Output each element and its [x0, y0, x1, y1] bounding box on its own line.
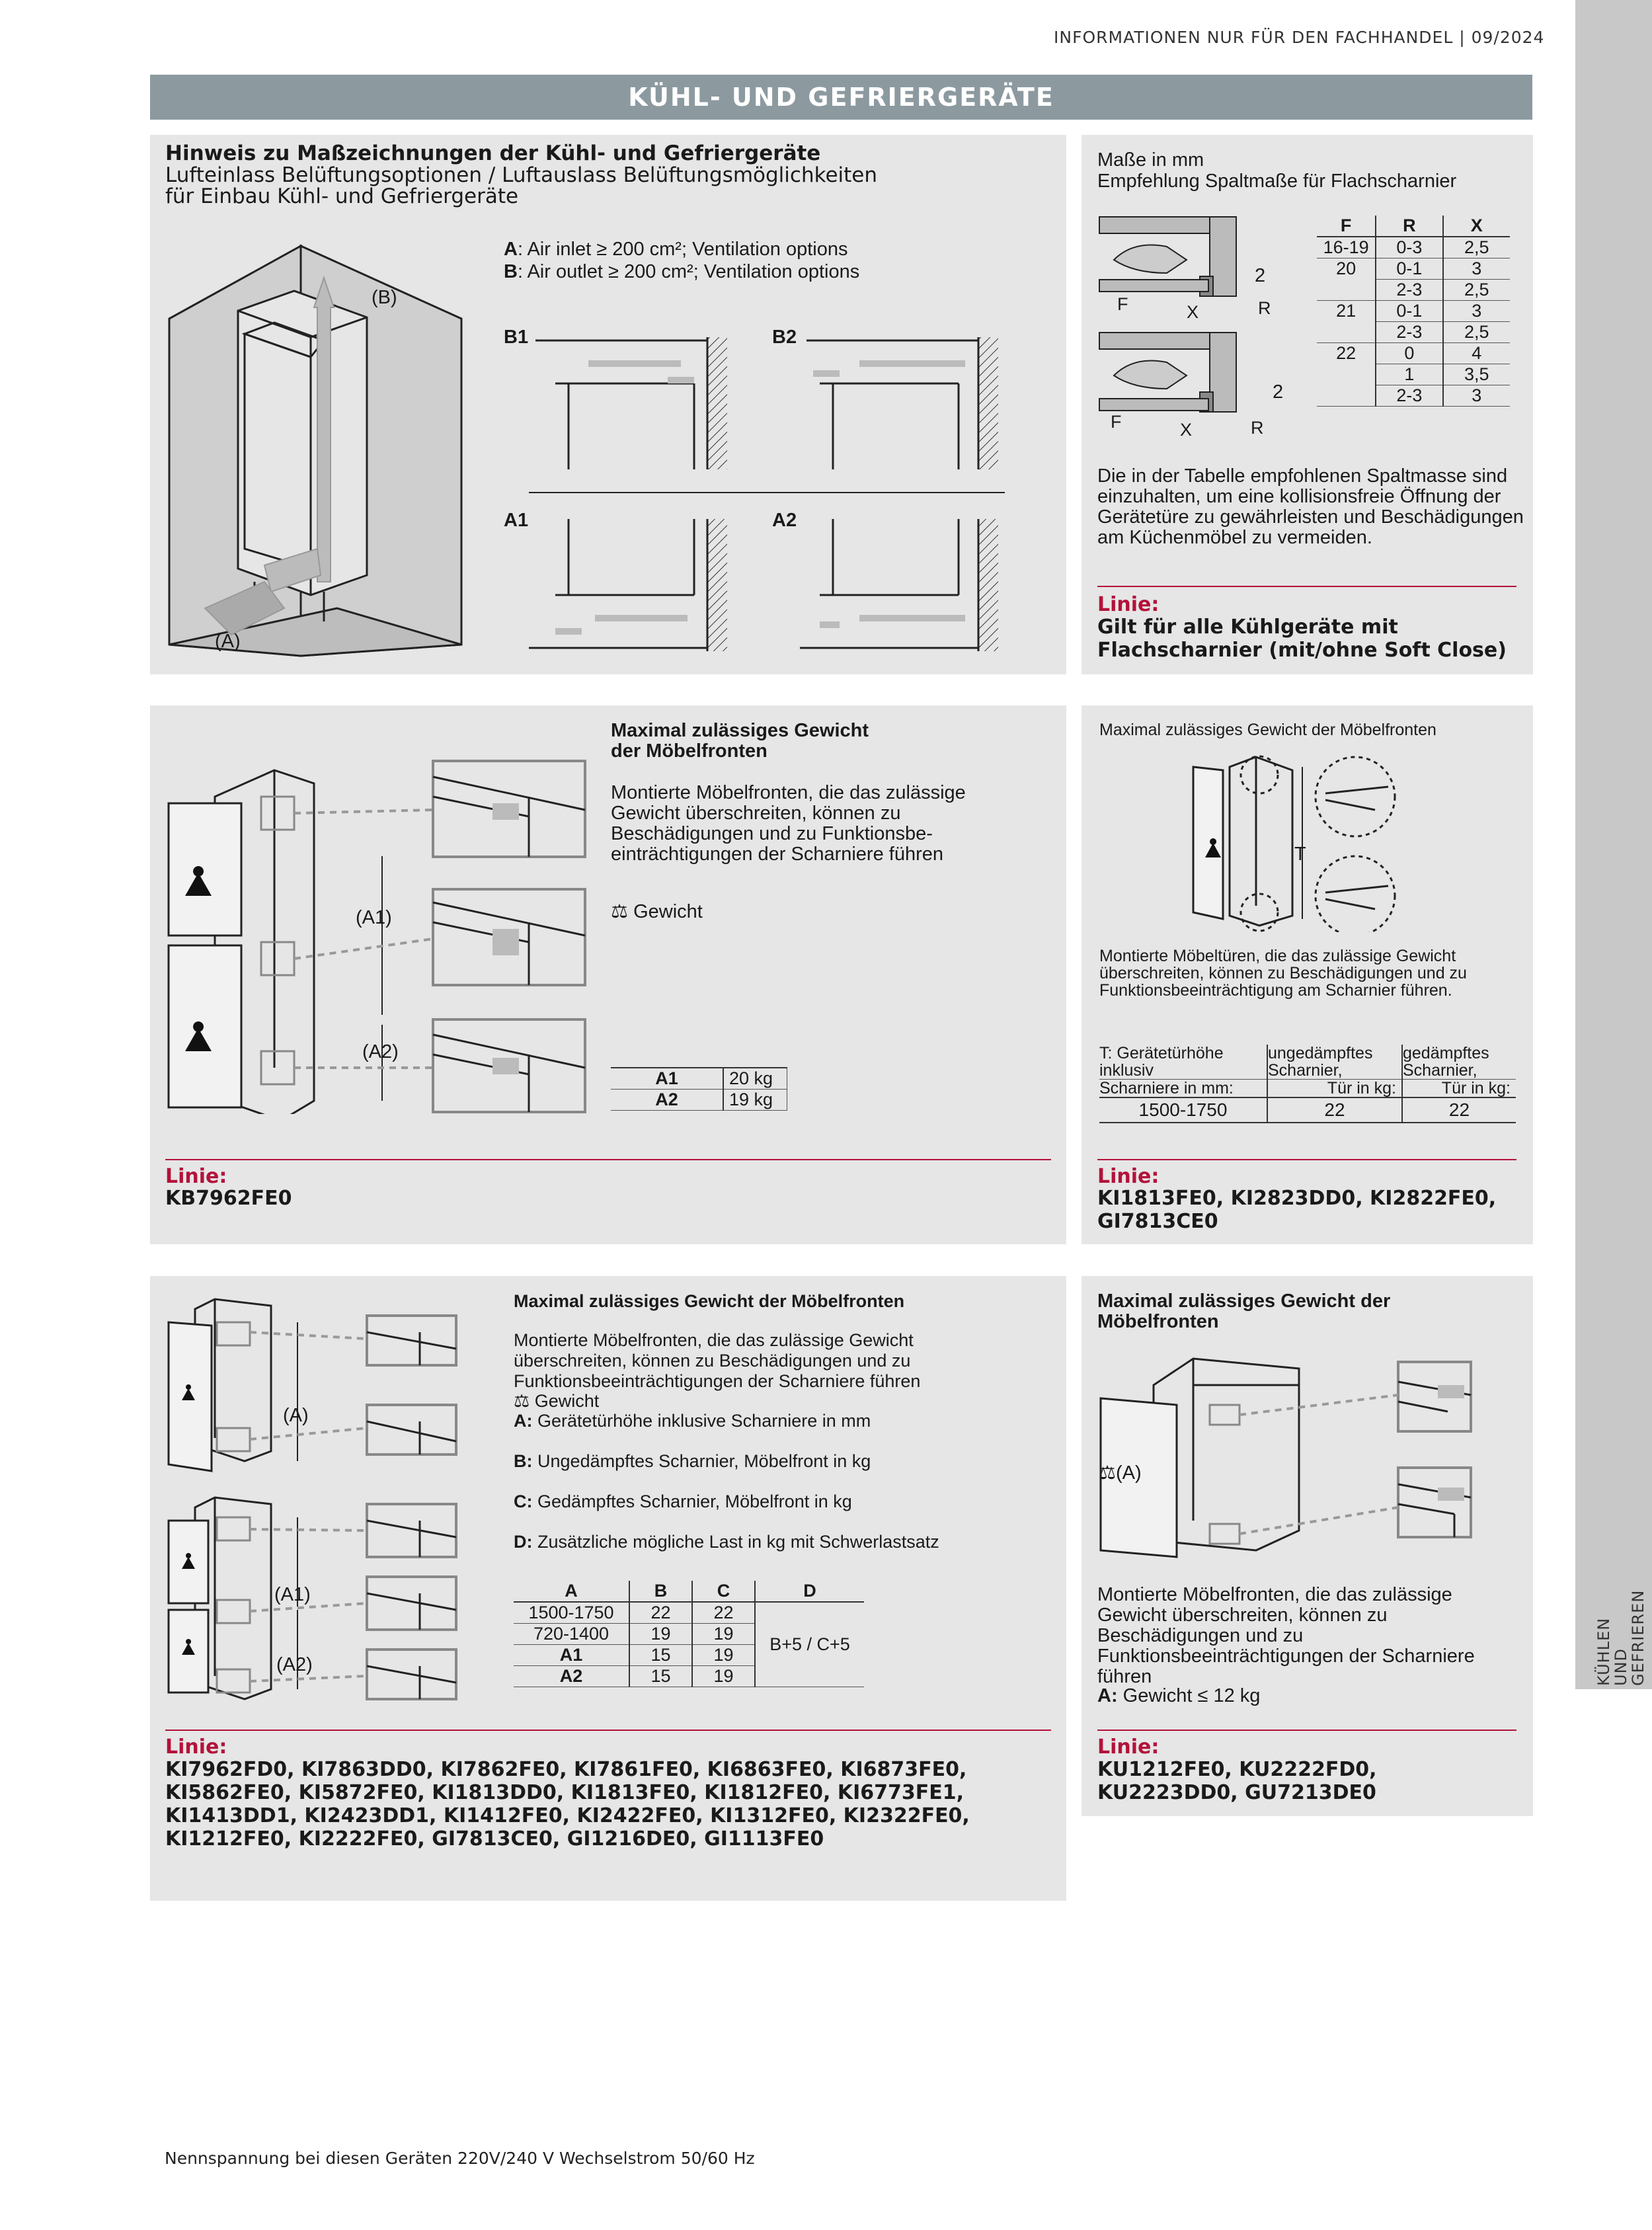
gap-cell: 2-3	[1376, 385, 1442, 407]
panel6-title: Maximal zulässiges Gewicht der Möbelfronten	[1097, 1291, 1391, 1332]
divider	[1097, 586, 1516, 587]
weight-icon: ⚖	[514, 1391, 535, 1411]
gap-cell: 0	[1376, 343, 1442, 364]
line-value: KI7962FD0, KI7863DD0, KI7862FE0, KI7861FE0, KI6863FE0, KI6873FE0, KI5862FE0, KI5872FE0, KI1813DD0, KI1813FE0, KI1812FE0, KI6773FE1, KI1413DD1, KI2423DD1, KI1412FE0, KI2422FE0, KI1312FE0, KI2322FE0, KI1212FE0, KI2222FE0, GI7813CE0, GI1216DE0, GI1113FE0	[165, 1758, 970, 1851]
outlet-label: (B)	[372, 287, 397, 308]
gap-cell: 4	[1443, 343, 1510, 364]
gap-cell: 2,5	[1464, 280, 1489, 299]
gap-cell: 2-3	[1376, 322, 1442, 343]
weight-table-ki-list	[514, 1581, 864, 1687]
weight-table-kb	[611, 1067, 787, 1111]
line-label: Linie:	[165, 1735, 227, 1759]
table-cell: 22	[692, 1602, 755, 1624]
table-cell: 22	[1267, 1097, 1402, 1123]
door-a1-label: (A1)	[356, 907, 392, 928]
door-a-label: (A)	[283, 1405, 309, 1426]
weight-value: 20 kg	[723, 1068, 787, 1090]
divider	[1097, 1159, 1516, 1160]
door-a1-label: (A1)	[274, 1584, 311, 1605]
panel6-text: Montierte Möbelfronten, die das zulässige Gewicht überschreiten, können zu Beschädigungen und zu Funktionsbeeinträchtigungen der Scharniere führen	[1097, 1584, 1475, 1687]
gap-note: Die in der Tabelle empfohlenen Spaltmasse sind einzuhalten, um eine kollisionsfreie Öffnung der Gerätetüre zu gewährleisten und Beschädigungen am Küchenmöbel zu vermeiden.	[1097, 465, 1524, 548]
table-cell: 19	[629, 1624, 692, 1645]
table-cell: 19	[692, 1645, 755, 1666]
hinge-gap-drawing	[1094, 210, 1306, 438]
table-head: A	[514, 1581, 629, 1602]
gap-cell	[1317, 385, 1376, 407]
table-cell: 15	[629, 1645, 692, 1666]
table-subhead: Tür in kg:	[1441, 1079, 1511, 1097]
table-head: B	[629, 1581, 692, 1602]
divider	[165, 1159, 1051, 1160]
gap-table-header: R	[1376, 216, 1442, 237]
ventilation-variants-drawing	[529, 331, 1005, 661]
panel4-title: Maximal zulässiges Gewicht der Möbelfronten	[1099, 721, 1436, 739]
weight-icon: ⚖	[611, 901, 634, 922]
table-head: T: Gerätetürhöhe inklusiv	[1099, 1045, 1267, 1080]
gap-cell: 3,5	[1443, 364, 1510, 385]
header-info: INFORMATIONEN NUR FÜR DEN FACHHANDEL | 09/2024	[1054, 28, 1545, 47]
gap-cell: 2,5	[1464, 237, 1489, 257]
line-value: KU1212FE0, KU2222FD0, KU2223DD0, GU7213DE0	[1097, 1758, 1377, 1804]
variant-b1-label: B1	[504, 327, 529, 348]
panel5-title: Maximal zulässiges Gewicht der Möbelfronten	[514, 1291, 905, 1311]
panel1-subtitle-1: Lufteinlass Belüftungsoptionen / Luftauslass Belüftungsmöglichkeiten	[165, 163, 878, 187]
weight-key: A2	[611, 1090, 723, 1111]
panel4-text: Montierte Möbeltüren, die das zulässige Gewicht überschreiten, können zu Beschädigungen und zu Funktionsbeeinträchtigung am Scharnier führen.	[1099, 947, 1467, 1000]
fridge-variants-drawing	[165, 1293, 463, 1702]
gap-cell: 0-1	[1376, 301, 1442, 322]
table-head: C	[692, 1581, 755, 1602]
table-cell: A2	[514, 1666, 629, 1687]
gap-cell	[1317, 322, 1376, 343]
weight-limit: A: Gewicht ≤ 12 kg	[1097, 1685, 1261, 1706]
table-cell: 15	[629, 1666, 692, 1687]
variant-a2-label: A2	[772, 510, 797, 531]
gap-recommendation: Empfehlung Spaltmaße für Flachscharnier	[1097, 171, 1457, 192]
table-cell: 1500-1750	[1099, 1097, 1267, 1123]
table-cell: 22	[629, 1602, 692, 1624]
divider	[165, 1730, 1051, 1731]
gap-cell	[1317, 364, 1376, 385]
table-cell: 22	[1448, 1099, 1470, 1120]
gap-cell: 2-3	[1376, 280, 1442, 301]
gap-cell: 1	[1376, 364, 1442, 385]
door-a2-label: (A2)	[276, 1654, 313, 1675]
air-outlet-note: B: Air outlet ≥ 200 cm²; Ventilation options	[504, 261, 860, 282]
definition-c: C: Gedämpftes Scharnier, Möbelfront in kg	[514, 1492, 852, 1511]
definition-b: B: Ungedämpftes Scharnier, Möbelfront in kg	[514, 1451, 871, 1471]
weight-icon: ⚖	[1099, 1462, 1116, 1484]
table-cell: 1500-1750	[514, 1602, 629, 1624]
gap-cell: 3	[1472, 385, 1482, 405]
table-cell: 720-1400	[514, 1624, 629, 1645]
line-label: Linie:	[1097, 1735, 1160, 1759]
gap-table	[1317, 216, 1510, 407]
gap-cell: 0-1	[1376, 259, 1442, 280]
weight-key: A1	[611, 1068, 723, 1090]
hinge-x-label-top: X	[1187, 302, 1199, 322]
table-head: ungedämpftes Scharnier,	[1267, 1045, 1402, 1080]
gap-cell: 3	[1443, 259, 1510, 280]
panel5-text: Montierte Möbelfronten, die das zulässige Gewicht überschreiten, können zu Beschädigungen und zu Funktionsbeeinträchtigungen der Scharniere führen	[514, 1330, 921, 1391]
gap-cell: 0-3	[1376, 237, 1442, 259]
panel3-title: Maximal zulässiges Gewicht der Möbelfronten	[611, 720, 869, 762]
weight-legend: ⚖ Gewicht	[514, 1391, 600, 1411]
panel1-title: Hinweis zu Maßzeichnungen der Kühl- und Gefriergeräte	[165, 141, 821, 165]
air-inlet-note: A: Air inlet ≥ 200 cm²; Ventilation options	[504, 239, 848, 260]
gap-cell: 20	[1317, 259, 1376, 280]
door-height-t-label: T	[1294, 844, 1306, 865]
hinge-2-label-top: 2	[1255, 265, 1266, 286]
line-label: Linie:	[165, 1165, 227, 1188]
table-head: D	[803, 1581, 816, 1601]
line-value: Gilt für alle Kühlgeräte mit Flachscharnier (mit/ohne Soft Close)	[1097, 616, 1507, 662]
door-height-drawing	[1183, 754, 1415, 932]
hinge-r-label-bottom: R	[1251, 418, 1264, 438]
table-head: gedämpftes Scharnier,	[1403, 1044, 1489, 1080]
gap-cell: 3	[1443, 301, 1510, 322]
units-note: Maße in mm	[1097, 149, 1204, 171]
weight-legend: ⚖ Gewicht	[611, 901, 703, 922]
weight-value: 19 kg	[723, 1090, 787, 1111]
table-cell-d: B+5 / C+5	[769, 1634, 850, 1654]
underbench-a-label: ⚖(A)	[1099, 1462, 1142, 1484]
sidebar-tab	[1575, 0, 1652, 1689]
gap-cell	[1317, 280, 1376, 301]
footer-note: Nennspannung bei diesen Geräten 220V/240 V Wechselstrom 50/60 Hz	[165, 2149, 755, 2168]
gap-table-header: X	[1470, 216, 1483, 235]
table-cell: 19	[692, 1666, 755, 1687]
table-cell: 19	[692, 1624, 755, 1645]
hinge-x-label-bottom: X	[1180, 420, 1193, 440]
variant-b2-label: B2	[772, 327, 797, 348]
definition-a: A: Gerätetürhöhe inklusive Scharniere in mm	[514, 1411, 871, 1431]
section-banner: KÜHL- UND GEFRIERGERÄTE	[150, 75, 1532, 120]
variant-a1-label: A1	[504, 510, 529, 531]
panel1-subtitle-2: für Einbau Kühl- und Gefriergeräte	[165, 184, 519, 208]
line-label: Linie:	[1097, 1165, 1160, 1188]
divider	[1097, 1730, 1516, 1731]
definition-d: D: Zusätzliche mögliche Last in kg mit Schwerlastsatz	[514, 1532, 939, 1552]
line-value: KB7962FE0	[165, 1187, 292, 1210]
hinge-2-label-bottom: 2	[1273, 381, 1284, 403]
sidebar-label: KÜHLEN UND GEFRIEREN	[1594, 1589, 1647, 1686]
table-cell: A1	[514, 1645, 629, 1666]
gap-cell: 2,5	[1464, 322, 1489, 342]
gap-cell: 22	[1317, 343, 1376, 364]
weight-table-ki	[1099, 1045, 1516, 1123]
line-value: KI1813FE0, KI2823DD0, KI2822FE0, GI7813CE0	[1097, 1187, 1497, 1233]
gap-cell: 16-19	[1317, 237, 1376, 259]
installation-niche-drawing	[165, 238, 469, 661]
table-subhead: Scharniere in mm:	[1099, 1080, 1267, 1098]
line-label: Linie:	[1097, 593, 1160, 616]
gap-cell: 21	[1317, 301, 1376, 322]
hinge-r-label-top: R	[1258, 298, 1271, 318]
hinge-f-label-bottom: F	[1111, 412, 1122, 432]
door-a2-label: (A2)	[362, 1041, 399, 1062]
underbench-drawing	[1097, 1355, 1474, 1567]
table-subhead: Tür in kg:	[1267, 1080, 1402, 1098]
inlet-label: (A)	[215, 631, 241, 652]
gap-table-header: F	[1317, 216, 1376, 237]
panel3-text: Montierte Möbelfronten, die das zulässige Gewicht überschreiten, können zu Beschädigungen und zu Funktionsbe-einträchtigungen der Scharniere führen	[611, 782, 966, 865]
hinge-f-label-top: F	[1117, 294, 1128, 314]
